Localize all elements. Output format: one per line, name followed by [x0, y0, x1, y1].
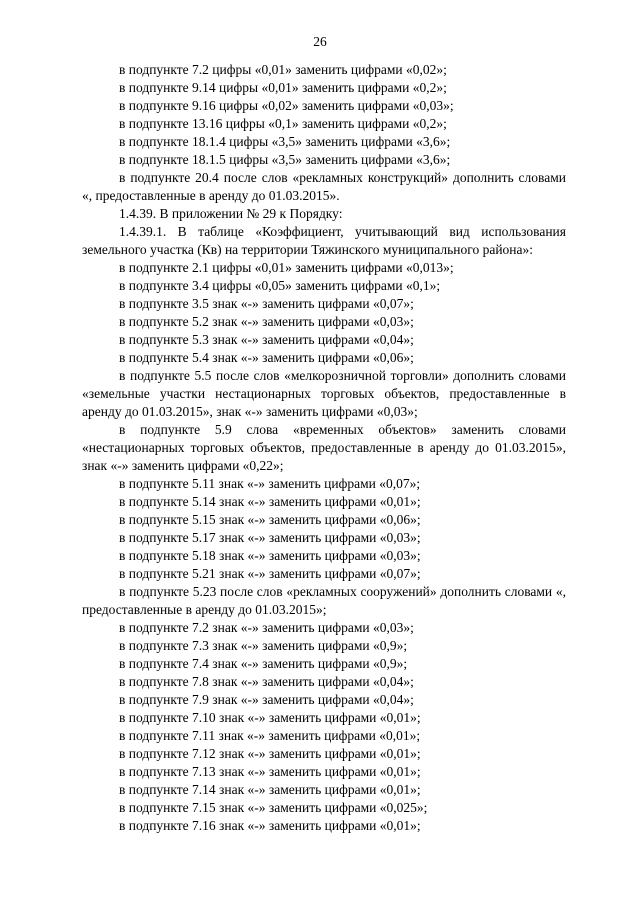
- paragraph: в подпункте 7.14 знак «-» заменить цифрами «0,01»;: [119, 782, 421, 797]
- paragraph: в подпункте 5.11 знак «-» заменить цифрами «0,07»;: [119, 476, 421, 491]
- paragraph: в подпункте 5.2 знак «-» заменить цифрами «0,03»;: [119, 314, 414, 329]
- paragraph: в подпункте 20.4 после слов «рекламных конструкций» дополнить словами «, предоставленные в аренду до 01.03.2015».: [82, 170, 566, 203]
- paragraph: в подпункте 7.2 цифры «0,01» заменить цифрами «0,02»;: [119, 62, 447, 77]
- paragraph: в подпункте 2.1 цифры «0,01» заменить цифрами «0,013»;: [119, 260, 454, 275]
- paragraph: в подпункте 9.16 цифры «0,02» заменить цифрами «0,03»;: [119, 98, 454, 113]
- paragraph: в подпункте 13.16 цифры «0,1» заменить цифрами «0,2»;: [119, 116, 447, 131]
- paragraph: в подпункте 7.3 знак «-» заменить цифрами «0,9»;: [119, 638, 408, 653]
- paragraph-heading: 1.4.39.1. В таблице «Коэффициент, учитывающий вид использования земельного участка (Кв) на территории Тяжинского муниципального района»:: [82, 224, 566, 257]
- paragraph: в подпункте 7.16 знак «-» заменить цифрами «0,01»;: [119, 818, 421, 833]
- paragraph: в подпункте 5.5 после слов «мелкорозничной торговли» дополнить словами «земельные участки нестационарных торговых объектов, предоставленные в аренду до 01.03.2015», знак «-» заменить цифрами «0,03»;: [82, 368, 566, 419]
- paragraph: в подпункте 5.17 знак «-» заменить цифрами «0,03»;: [119, 530, 421, 545]
- paragraph: в подпункте 18.1.5 цифры «3,5» заменить цифрами «3,6»;: [119, 152, 451, 167]
- paragraph: в подпункте 3.4 цифры «0,05» заменить цифрами «0,1»;: [119, 278, 441, 293]
- paragraph: в подпункте 7.2 знак «-» заменить цифрами «0,03»;: [119, 620, 414, 635]
- paragraph-heading: 1.4.39. В приложении № 29 к Порядку:: [119, 206, 343, 221]
- paragraph: в подпункте 9.14 цифры «0,01» заменить цифрами «0,2»;: [119, 80, 447, 95]
- paragraph: в подпункте 7.11 знак «-» заменить цифрами «0,01»;: [119, 728, 421, 743]
- paragraph: в подпункте 5.3 знак «-» заменить цифрами «0,04»;: [119, 332, 414, 347]
- paragraph: в подпункте 7.10 знак «-» заменить цифрами «0,01»;: [119, 710, 421, 725]
- paragraph: в подпункте 3.5 знак «-» заменить цифрами «0,07»;: [119, 296, 414, 311]
- paragraph: в подпункте 5.4 знак «-» заменить цифрами «0,06»;: [119, 350, 414, 365]
- paragraph: в подпункте 5.15 знак «-» заменить цифрами «0,06»;: [119, 512, 421, 527]
- paragraph: в подпункте 7.15 знак «-» заменить цифрами «0,025»;: [119, 800, 428, 815]
- document-body: [82, 61, 566, 835]
- paragraph: в подпункте 7.8 знак «-» заменить цифрами «0,04»;: [119, 674, 414, 689]
- paragraph: в подпункте 7.12 знак «-» заменить цифрами «0,01»;: [119, 746, 421, 761]
- page-number: 26: [313, 34, 327, 49]
- paragraph: в подпункте 5.21 знак «-» заменить цифрами «0,07»;: [119, 566, 421, 581]
- paragraph: в подпункте 7.9 знак «-» заменить цифрами «0,04»;: [119, 692, 414, 707]
- paragraph: в подпункте 18.1.4 цифры «3,5» заменить цифрами «3,6»;: [119, 134, 451, 149]
- paragraph: в подпункте 5.23 после слов «рекламных сооружений» дополнить словами «, предоставленные в аренду до 01.03.2015»;: [82, 584, 566, 617]
- paragraph: в подпункте 5.9 слова «временных объектов» заменить словами «нестационарных торговых объектов, предоставленные в аренду до 01.03.2015», знак «-» заменить цифрами «0,22»;: [82, 422, 566, 473]
- paragraph: в подпункте 5.14 знак «-» заменить цифрами «0,01»;: [119, 494, 421, 509]
- paragraph: в подпункте 5.18 знак «-» заменить цифрами «0,03»;: [119, 548, 421, 563]
- paragraph: в подпункте 7.4 знак «-» заменить цифрами «0,9»;: [119, 656, 408, 671]
- paragraph: в подпункте 7.13 знак «-» заменить цифрами «0,01»;: [119, 764, 421, 779]
